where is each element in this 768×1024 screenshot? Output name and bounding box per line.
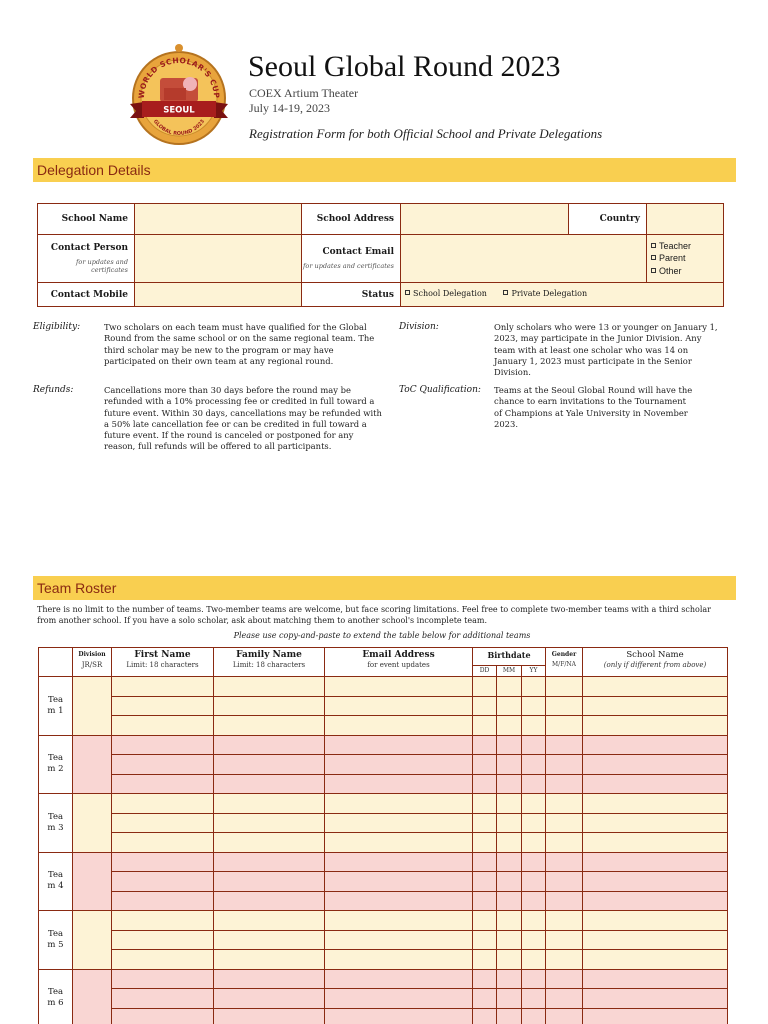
birth-day-cell[interactable] [473, 891, 497, 911]
school-address-field[interactable] [401, 204, 569, 235]
birth-day-cell[interactable] [473, 950, 497, 970]
contact-email-label [302, 235, 401, 283]
birth-year-cell[interactable] [522, 794, 546, 814]
division-cell[interactable] [73, 735, 112, 794]
role-option-teacher[interactable]: Teacher [651, 240, 723, 253]
birth-day-cell[interactable] [473, 735, 497, 755]
gender-cell[interactable] [546, 969, 583, 989]
first-name-cell[interactable] [112, 716, 214, 736]
birth-year-cell[interactable] [522, 677, 546, 697]
roster-row [39, 891, 728, 911]
email-cell[interactable] [325, 852, 473, 872]
roster-row [39, 735, 728, 755]
birth-month-cell[interactable] [497, 950, 522, 970]
family-name-column-header: Family Name Limit: 18 characters [214, 648, 325, 677]
team-label-line1: Tea [47, 753, 64, 764]
gender-cell[interactable] [546, 930, 583, 950]
first-name-cell[interactable] [112, 950, 214, 970]
family-name-cell[interactable] [214, 774, 325, 794]
checkbox-icon[interactable] [405, 290, 410, 295]
birth-year-cell[interactable] [522, 716, 546, 736]
gender-cell[interactable] [546, 677, 583, 697]
birth-month-cell[interactable] [497, 1008, 522, 1024]
school-name-cell[interactable] [583, 950, 728, 970]
first-name-cell[interactable] [112, 794, 214, 814]
roster-row [39, 696, 728, 716]
email-cell[interactable] [325, 696, 473, 716]
birth-year-cell[interactable] [522, 950, 546, 970]
eligibility-text: Two scholars on each team must have qualified for the Global Round from the same school or on the same regional team. The third scholar may be new to the program or may have participated on their own team at any regional round. [104, 322, 375, 366]
family-name-cell[interactable] [214, 872, 325, 892]
gender-column-header: Gender M/F/NA [546, 648, 583, 677]
status-label: Status [302, 283, 401, 307]
family-name-cell[interactable] [214, 891, 325, 911]
school-name-label: School Name [38, 204, 135, 235]
gender-cell[interactable] [546, 1008, 583, 1024]
gender-cell[interactable] [546, 774, 583, 794]
family-name-cell[interactable] [214, 794, 325, 814]
school-name-cell[interactable] [583, 833, 728, 853]
family-name-cell[interactable] [214, 989, 325, 1009]
delegation-table [37, 203, 724, 307]
logo-ribbon-text: SEOUL [163, 105, 195, 116]
family-name-cell[interactable] [214, 716, 325, 736]
first-name-cell[interactable] [112, 891, 214, 911]
checkbox-icon[interactable] [651, 268, 656, 273]
birth-day-cell[interactable] [473, 833, 497, 853]
first-name-cell[interactable] [112, 969, 214, 989]
gender-cell[interactable] [546, 794, 583, 814]
gender-cell[interactable] [546, 813, 583, 833]
team-label-line1: Tea [47, 987, 64, 998]
school-name-cell[interactable] [583, 872, 728, 892]
family-name-cell[interactable] [214, 696, 325, 716]
status-options [401, 283, 724, 307]
first-name-cell[interactable] [112, 833, 214, 853]
contact-mobile-label: Contact Mobile [38, 283, 135, 307]
birth-month-cell[interactable] [497, 813, 522, 833]
birth-year-cell[interactable] [522, 1008, 546, 1024]
birth-year-cell[interactable] [522, 911, 546, 931]
logo-ring-text: WORLD SCHOLAR'S CUP [136, 55, 222, 99]
birth-month-cell[interactable] [497, 911, 522, 931]
birthdate-month-header: MM [497, 666, 522, 677]
school-address-label: School Address [302, 204, 401, 235]
gender-cell[interactable] [546, 696, 583, 716]
gender-cell[interactable] [546, 716, 583, 736]
birth-day-cell[interactable] [473, 716, 497, 736]
division-cell[interactable] [73, 677, 112, 736]
contact-person-field[interactable] [135, 235, 302, 283]
status-option-school[interactable]: School Delegation [405, 289, 487, 298]
division-cell[interactable] [73, 852, 112, 911]
family-name-cell[interactable] [214, 950, 325, 970]
birth-day-cell[interactable] [473, 755, 497, 775]
contact-mobile-field[interactable] [135, 283, 302, 307]
event-dates: July 14-19, 2023 [249, 101, 330, 115]
gender-cell[interactable] [546, 872, 583, 892]
refunds-label: Refunds: [33, 385, 74, 395]
email-cell[interactable] [325, 969, 473, 989]
first-name-cell[interactable] [112, 1008, 214, 1024]
contact-person-label [38, 235, 135, 283]
team-label-line2: m 6 [47, 998, 64, 1009]
gender-cell[interactable] [546, 735, 583, 755]
roster-row [39, 755, 728, 775]
birth-month-cell[interactable] [497, 794, 522, 814]
birth-day-cell[interactable] [473, 969, 497, 989]
birth-day-cell[interactable] [473, 813, 497, 833]
gender-cell[interactable] [546, 891, 583, 911]
roster-row [39, 677, 728, 697]
school-name-cell[interactable] [583, 852, 728, 872]
first-name-cell[interactable] [112, 774, 214, 794]
school-name-cell[interactable] [583, 1008, 728, 1024]
school-name-cell[interactable] [583, 735, 728, 755]
team-column-header [39, 648, 73, 677]
contact-email-label-text: Contact Email [322, 247, 394, 257]
roster-row [39, 833, 728, 853]
birth-month-cell[interactable] [497, 930, 522, 950]
school-name-cell[interactable] [583, 755, 728, 775]
checkbox-icon[interactable] [503, 290, 508, 295]
venue: COEX Artium Theater [249, 86, 359, 100]
birthdate-column-header: Birthdate [473, 648, 546, 666]
birth-day-cell[interactable] [473, 774, 497, 794]
birth-month-cell[interactable] [497, 989, 522, 1009]
family-name-cell[interactable] [214, 1008, 325, 1024]
family-name-cell[interactable] [214, 735, 325, 755]
roster-note: There is no limit to the number of teams. Two-member teams are welcome, but face scoring limitations. Feel free to complete two-member teams with a third scholar from another school. If you have a solo scholar, ask about matching them to another school's incomplete team. [37, 605, 711, 625]
birth-year-cell[interactable] [522, 755, 546, 775]
email-cell[interactable] [325, 716, 473, 736]
birth-year-cell[interactable] [522, 774, 546, 794]
first-name-cell[interactable] [112, 930, 214, 950]
first-name-column-header: First Name Limit: 18 characters [112, 648, 214, 677]
eligibility-label: Eligibility: [33, 322, 81, 332]
roster-row [39, 794, 728, 814]
birth-year-cell[interactable] [522, 891, 546, 911]
birth-month-cell[interactable] [497, 755, 522, 775]
school-name-cell[interactable] [583, 930, 728, 950]
team-roster-table [38, 647, 728, 1024]
birth-month-cell[interactable] [497, 872, 522, 892]
school-name-cell[interactable] [583, 989, 728, 1009]
birth-day-cell[interactable] [473, 852, 497, 872]
school-name-cell[interactable] [583, 969, 728, 989]
roster-section-title: Team Roster [37, 580, 117, 596]
roster-row [39, 1008, 728, 1024]
birth-year-cell[interactable] [522, 833, 546, 853]
first-name-cell[interactable] [112, 852, 214, 872]
team-label-line1: Tea [47, 811, 64, 822]
birth-month-cell[interactable] [497, 696, 522, 716]
logo-bottom-text: GLOBAL ROUND 2023 [151, 118, 207, 137]
role-option-other[interactable]: Other [651, 265, 723, 278]
birth-year-cell[interactable] [522, 852, 546, 872]
first-name-cell[interactable] [112, 989, 214, 1009]
school-name-cell[interactable] [583, 716, 728, 736]
email-cell[interactable] [325, 755, 473, 775]
gender-cell[interactable] [546, 911, 583, 931]
form-subtitle: Registration Form for both Official School and Private Delegations [249, 126, 603, 141]
roster-row [39, 774, 728, 794]
roster-section-header [33, 576, 736, 600]
birth-day-cell[interactable] [473, 989, 497, 1009]
division-cell[interactable] [73, 911, 112, 970]
team-label-line2: m 3 [47, 822, 64, 833]
team-label-line2: m 2 [47, 764, 64, 775]
role-option-parent[interactable]: Parent [651, 252, 723, 265]
family-name-cell[interactable] [214, 852, 325, 872]
school-name-cell[interactable] [583, 696, 728, 716]
toc-label: ToC Qualification: [399, 385, 481, 395]
email-cell[interactable] [325, 891, 473, 911]
team-label [39, 735, 73, 794]
birth-year-cell[interactable] [522, 872, 546, 892]
world-scholars-cup-logo [128, 44, 230, 148]
team-label-line2: m 4 [47, 881, 64, 892]
birth-day-cell[interactable] [473, 696, 497, 716]
team-label [39, 677, 73, 736]
roster-row [39, 911, 728, 931]
division-text: Only scholars who were 13 or younger on January 1, 2023, may participate in the Junior Division. Any team with at least one scholar who was 14 on January 1, 2023 must participate in the Senior Division. [494, 322, 718, 378]
roster-row [39, 989, 728, 1009]
team-label-line2: m 1 [47, 705, 64, 716]
roster-row [39, 969, 728, 989]
school-name-cell[interactable] [583, 911, 728, 931]
team-label [39, 852, 73, 911]
roster-row [39, 852, 728, 872]
school-name-cell[interactable] [583, 677, 728, 697]
birth-month-cell[interactable] [497, 891, 522, 911]
contact-email-field[interactable] [401, 235, 647, 283]
school-name-cell[interactable] [583, 774, 728, 794]
birth-day-cell[interactable] [473, 872, 497, 892]
delegation-section-header [33, 158, 736, 182]
email-cell[interactable] [325, 1008, 473, 1024]
birth-month-cell[interactable] [497, 852, 522, 872]
status-option-private[interactable]: Private Delegation [503, 289, 587, 298]
first-name-cell[interactable] [112, 735, 214, 755]
birth-year-cell[interactable] [522, 989, 546, 1009]
school-name-cell[interactable] [583, 794, 728, 814]
birth-day-cell[interactable] [473, 794, 497, 814]
school-name-field[interactable] [135, 204, 302, 235]
email-cell[interactable] [325, 950, 473, 970]
first-name-cell[interactable] [112, 677, 214, 697]
email-cell[interactable] [325, 774, 473, 794]
birth-month-cell[interactable] [497, 969, 522, 989]
birth-month-cell[interactable] [497, 677, 522, 697]
birth-month-cell[interactable] [497, 774, 522, 794]
birth-year-cell[interactable] [522, 930, 546, 950]
gender-cell[interactable] [546, 989, 583, 1009]
delegation-section-title: Delegation Details [37, 162, 151, 178]
first-name-cell[interactable] [112, 755, 214, 775]
contact-email-note: for updates and certificates [303, 262, 394, 270]
roster-row [39, 950, 728, 970]
first-name-cell[interactable] [112, 813, 214, 833]
toc-text: Teams at the Seoul Global Round will have the chance to earn invitations to the Tournament of Champions at Yale University in November 2023. [494, 385, 693, 429]
team-label-line1: Tea [47, 870, 64, 881]
email-cell[interactable] [325, 911, 473, 931]
gender-cell[interactable] [546, 755, 583, 775]
family-name-cell[interactable] [214, 911, 325, 931]
division-cell[interactable] [73, 794, 112, 853]
birth-month-cell[interactable] [497, 735, 522, 755]
school-name-cell[interactable] [583, 813, 728, 833]
family-name-cell[interactable] [214, 813, 325, 833]
family-name-cell[interactable] [214, 755, 325, 775]
birth-year-cell[interactable] [522, 696, 546, 716]
email-cell[interactable] [325, 872, 473, 892]
family-name-cell[interactable] [214, 677, 325, 697]
family-name-cell[interactable] [214, 969, 325, 989]
team-label-line1: Tea [47, 694, 64, 705]
birth-year-cell[interactable] [522, 969, 546, 989]
birth-year-cell[interactable] [522, 813, 546, 833]
birth-month-cell[interactable] [497, 716, 522, 736]
birthdate-year-header: YY [522, 666, 546, 677]
birthdate-day-header: DD [473, 666, 497, 677]
birth-year-cell[interactable] [522, 735, 546, 755]
checkbox-icon[interactable] [651, 255, 656, 260]
division-column-header: Division JR/SR [73, 648, 112, 677]
country-field[interactable] [647, 204, 724, 235]
email-cell[interactable] [325, 813, 473, 833]
first-name-cell[interactable] [112, 696, 214, 716]
checkbox-icon[interactable] [651, 243, 656, 248]
gender-cell[interactable] [546, 950, 583, 970]
country-label: Country [569, 204, 647, 235]
roster-copy-note: Please use copy-and-paste to extend the table below for additional teams [233, 631, 531, 640]
email-cell[interactable] [325, 677, 473, 697]
team-label [39, 911, 73, 970]
email-cell[interactable] [325, 930, 473, 950]
birth-day-cell[interactable] [473, 930, 497, 950]
contact-role-options [647, 235, 724, 283]
first-name-cell[interactable] [112, 872, 214, 892]
division-cell[interactable] [73, 969, 112, 1024]
page-title: Seoul Global Round 2023 [248, 50, 561, 83]
email-cell[interactable] [325, 989, 473, 1009]
email-cell[interactable] [325, 833, 473, 853]
family-name-cell[interactable] [214, 930, 325, 950]
division-label: Division: [399, 322, 439, 332]
roster-row [39, 930, 728, 950]
team-label [39, 794, 73, 853]
birth-day-cell[interactable] [473, 677, 497, 697]
first-name-cell[interactable] [112, 911, 214, 931]
school-column-header: School Name (only if different from above) [583, 648, 728, 677]
email-cell[interactable] [325, 735, 473, 755]
school-name-cell[interactable] [583, 891, 728, 911]
roster-row [39, 872, 728, 892]
birth-day-cell[interactable] [473, 911, 497, 931]
team-label-line1: Tea [47, 928, 64, 939]
birth-day-cell[interactable] [473, 1008, 497, 1024]
team-label-line2: m 5 [47, 939, 64, 950]
roster-row [39, 716, 728, 736]
email-cell[interactable] [325, 794, 473, 814]
contact-person-note: for updates and certificates [76, 258, 128, 274]
email-column-header: Email Address for event updates [325, 648, 473, 677]
contact-person-label-text: Contact Person [50, 243, 128, 253]
gender-cell[interactable] [546, 852, 583, 872]
gender-cell[interactable] [546, 833, 583, 853]
roster-row [39, 813, 728, 833]
team-label [39, 969, 73, 1024]
refunds-text: Cancellations more than 30 days before the round may be refunded with a 10% processing fee or credited in full toward a future event. Within 30 days, cancellations may be refunded with a 50% late cancellation fee or can be credited in full toward a future event. If the round is canceled or postponed for any reason, full refunds will be offered to all participants. [104, 385, 382, 452]
family-name-cell[interactable] [214, 833, 325, 853]
birth-month-cell[interactable] [497, 833, 522, 853]
